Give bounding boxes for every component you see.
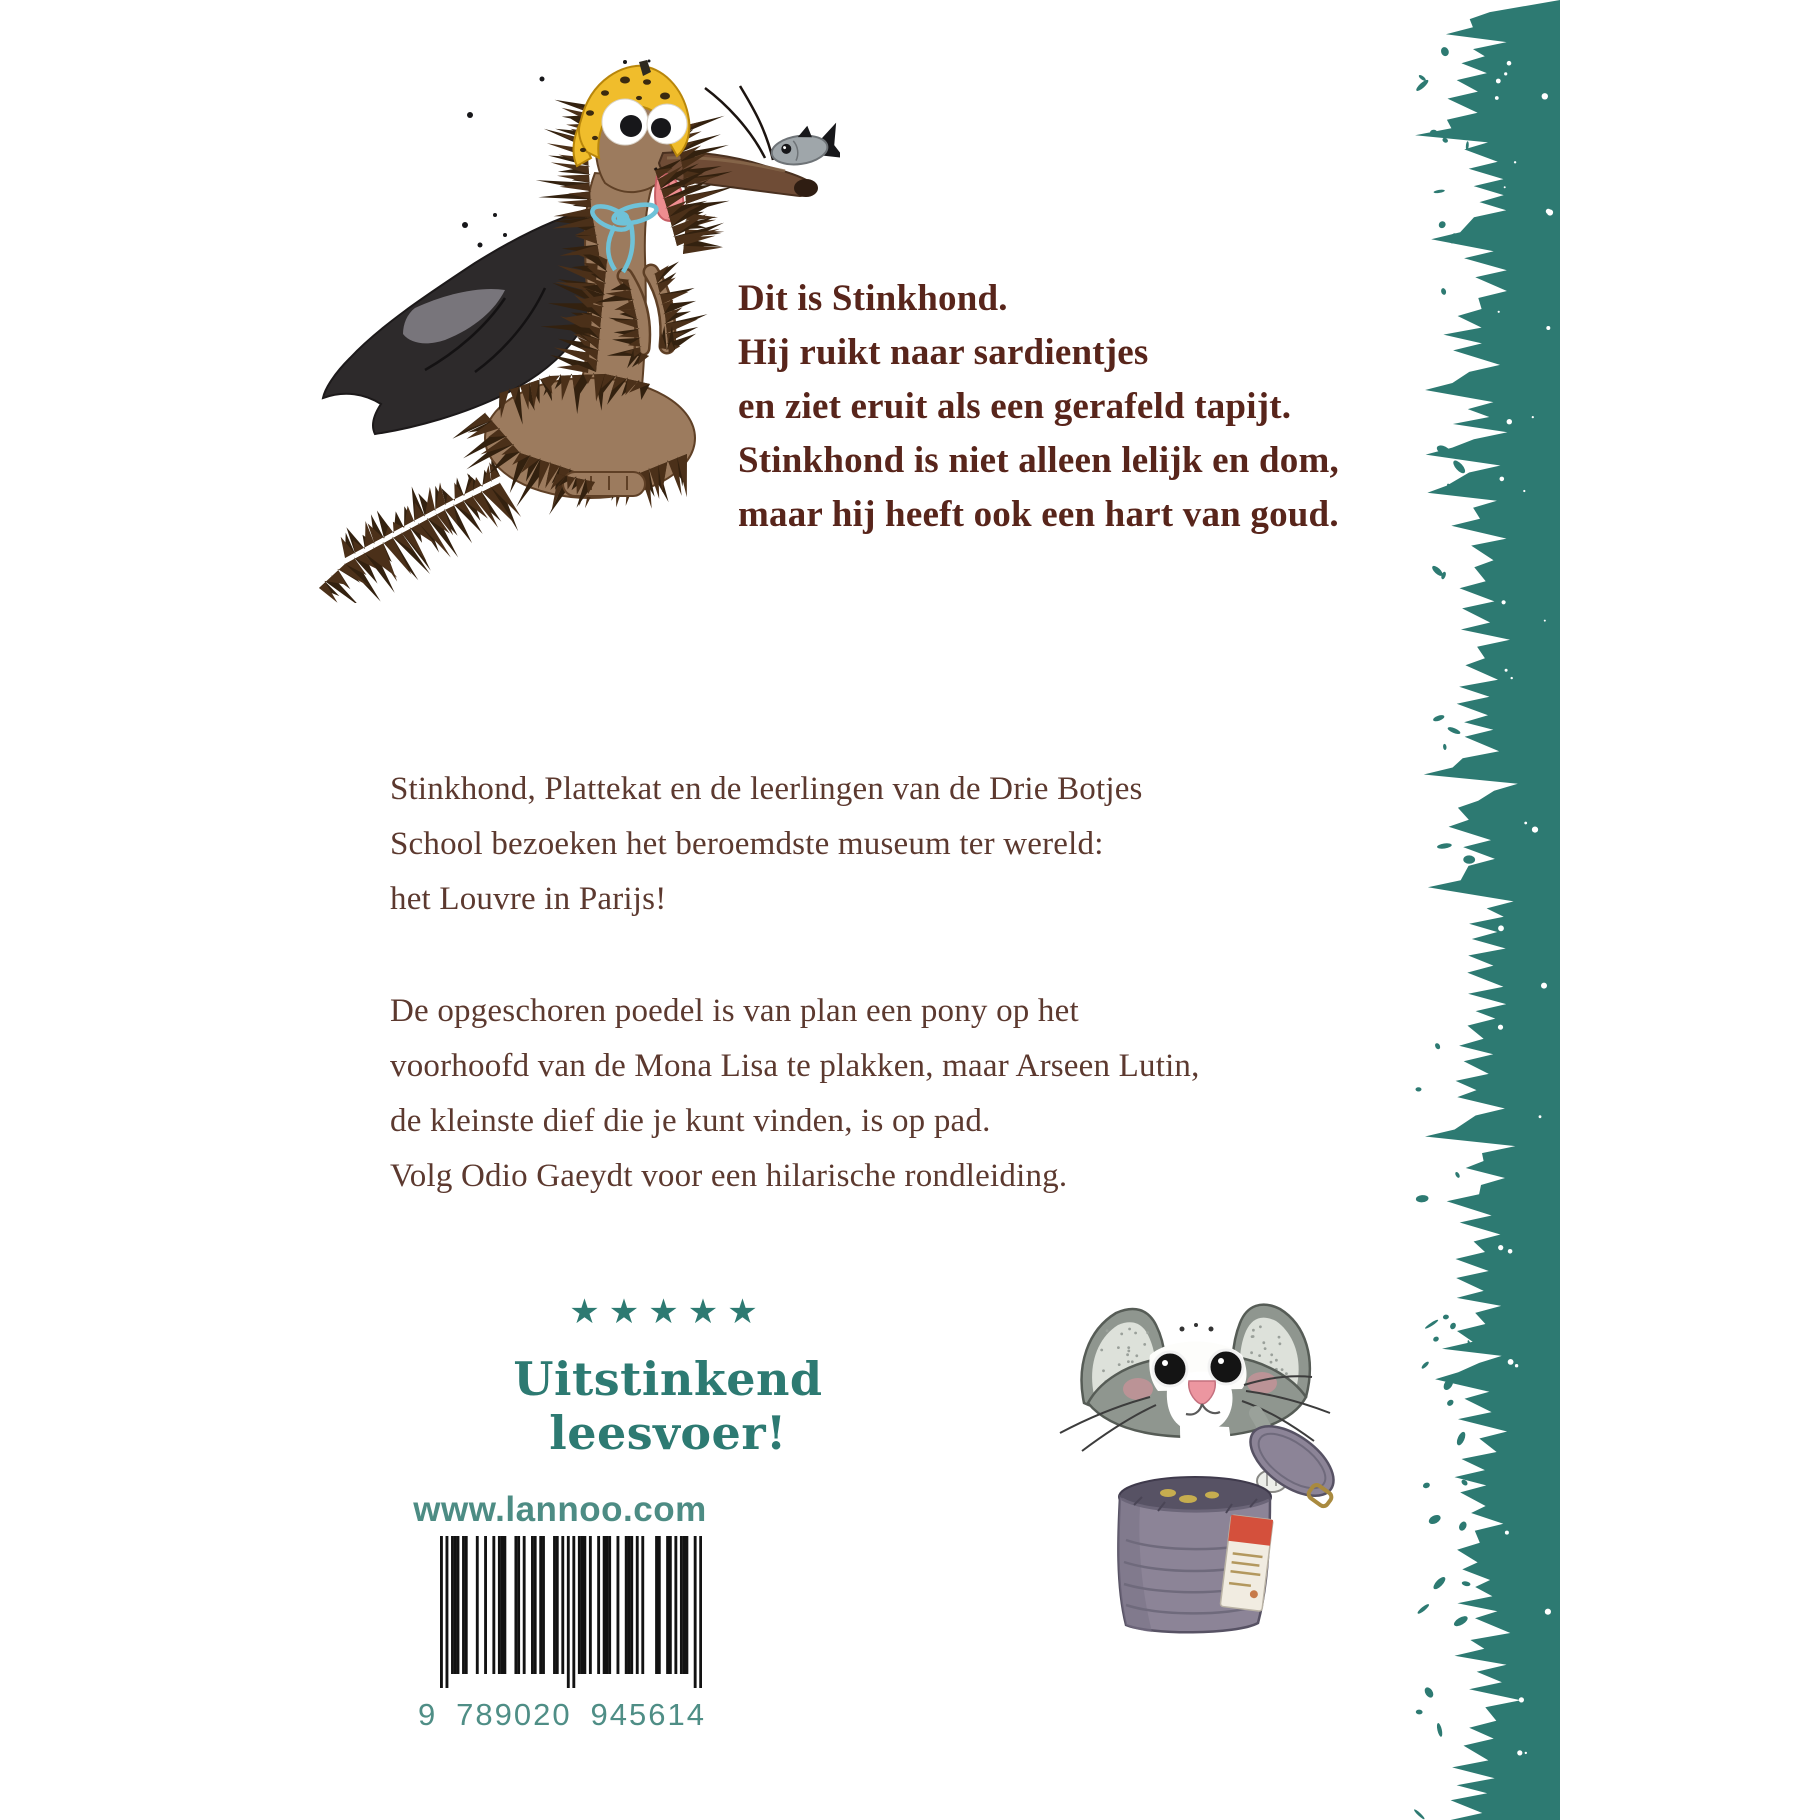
review-quote: Uitstinkend leesvoer! bbox=[513, 1352, 823, 1460]
synopsis-paragraph-2 bbox=[390, 984, 1200, 1204]
cat-figure bbox=[1060, 1305, 1350, 1633]
isbn-digit-group: 9 bbox=[418, 1697, 438, 1732]
intro-line: en ziet eruit als een gerafeld tapijt. bbox=[738, 386, 1292, 427]
isbn-digit-group: 945614 bbox=[590, 1697, 706, 1732]
intro-line: Dit is Stinkhond. bbox=[738, 278, 1008, 319]
five-star-rating: ★★★★★ bbox=[569, 1292, 767, 1332]
sardine-fish bbox=[769, 121, 840, 168]
synopsis-line: De opgeschoren poedel is van plan een pony op het bbox=[390, 993, 1079, 1029]
plattekat-cat-in-can-illustration bbox=[1030, 1285, 1360, 1645]
synopsis-line: de kleinste dief die je kunt vinden, is op pad. bbox=[390, 1103, 991, 1139]
intro-line: Hij ruikt naar sardientjes bbox=[738, 332, 1149, 373]
synopsis-paragraph-1 bbox=[390, 762, 1143, 927]
isbn-number bbox=[418, 1697, 706, 1733]
torn-teal-edge bbox=[1400, 0, 1600, 1820]
synopsis-line: voorhoofd van de Mona Lisa te plakken, maar Arseen Lutin, bbox=[390, 1048, 1200, 1084]
isbn-digit-group: 789020 bbox=[456, 1697, 572, 1732]
synopsis-line: het Louvre in Parijs! bbox=[390, 881, 667, 917]
synopsis-line: Stinkhond, Plattekat en de leerlingen van de Drie Botjes bbox=[390, 771, 1143, 807]
synopsis-line: Volg Odio Gaeydt voor een hilarische rondleiding. bbox=[390, 1158, 1068, 1194]
publisher-website: www.lannoo.com bbox=[413, 1490, 707, 1529]
intro-line: Stinkhond is niet alleen lelijk en dom, bbox=[738, 440, 1339, 481]
fly-speck bbox=[478, 243, 483, 248]
fly-speck bbox=[503, 233, 507, 237]
tin-can bbox=[1118, 1413, 1350, 1633]
intro-line: maar hij heeft ook een hart van goud. bbox=[738, 494, 1339, 535]
fly-speck bbox=[623, 60, 627, 64]
fly-speck bbox=[493, 213, 497, 217]
fly-speck bbox=[467, 112, 473, 118]
ean-barcode bbox=[440, 1536, 702, 1692]
intro-text bbox=[738, 272, 1339, 542]
synopsis-line: School bezoeken het beroemdste museum ter wereld: bbox=[390, 826, 1104, 862]
fly-speck bbox=[462, 222, 468, 228]
fly-speck bbox=[648, 60, 651, 63]
fly-speck bbox=[540, 77, 545, 82]
